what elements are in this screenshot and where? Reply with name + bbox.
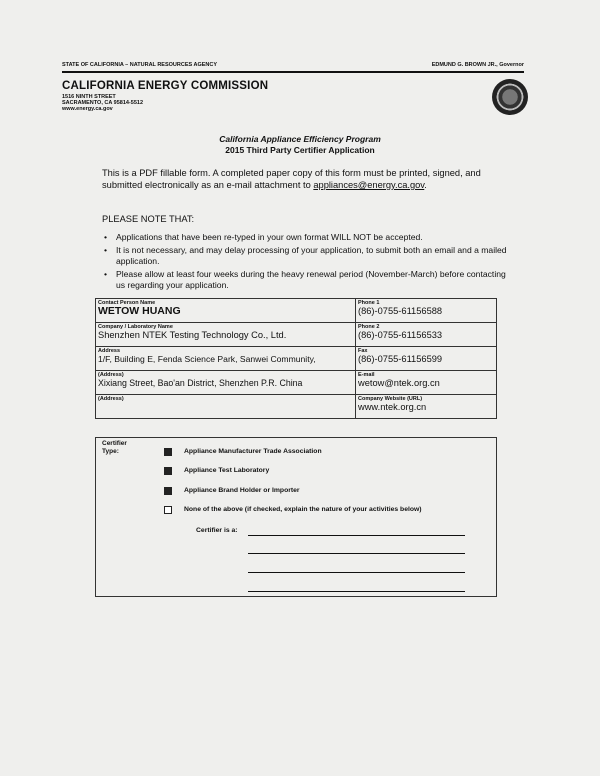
company-value: Shenzhen NTEK Testing Technology Co., Ltd. bbox=[98, 330, 287, 340]
intro-text: This is a PDF fillable form. A completed paper copy of this form must be printed, signed, and submitted electronically as an e-mail attachment to bbox=[102, 168, 481, 190]
explanation-line-2[interactable] bbox=[248, 553, 465, 554]
notes-list bbox=[102, 232, 511, 293]
program-title: California Appliance Efficiency Program bbox=[219, 134, 381, 144]
certifier-type-section bbox=[95, 437, 497, 597]
field-label: Company Website (URL) bbox=[358, 396, 423, 402]
governor-label: EDMUND G. BROWN JR., Governor bbox=[431, 62, 524, 68]
table-row bbox=[96, 323, 497, 347]
certifier-type-label-line2: Type: bbox=[102, 448, 119, 455]
field-label: Company / Laboratory Name bbox=[98, 324, 173, 330]
field-label: Phone 1 bbox=[358, 300, 380, 306]
contact-person-field[interactable] bbox=[96, 299, 356, 323]
phone2-field[interactable] bbox=[356, 323, 497, 347]
list-item: • It is not necessary, and may delay processing of your application, to submit both an email and a mailed application. bbox=[116, 245, 511, 267]
explanation-line-1[interactable] bbox=[248, 535, 465, 536]
field-label: Contact Person Name bbox=[98, 300, 156, 306]
fax-field[interactable] bbox=[356, 347, 497, 371]
state-agency-label: STATE OF CALIFORNIA – NATURAL RESOURCES AGENCY bbox=[62, 62, 218, 68]
address-field[interactable] bbox=[96, 347, 356, 371]
certifier-type-label-line1: Certifier bbox=[102, 440, 127, 447]
table-row bbox=[96, 347, 497, 371]
email-value: wetow@ntek.org.cn bbox=[358, 378, 440, 388]
explanation-line-3[interactable] bbox=[248, 572, 465, 573]
field-label: Fax bbox=[358, 348, 368, 354]
field-label: E-mail bbox=[358, 372, 375, 378]
option-label: Appliance Test Laboratory bbox=[184, 467, 270, 474]
table-row bbox=[96, 371, 497, 395]
company-field[interactable] bbox=[96, 323, 356, 347]
email-field[interactable] bbox=[356, 371, 497, 395]
state-seal-icon bbox=[492, 79, 528, 115]
test-laboratory-checkbox[interactable] bbox=[164, 467, 172, 475]
brand-holder-checkbox[interactable] bbox=[164, 487, 172, 495]
phone2-value: (86)-0755-61156533 bbox=[358, 330, 443, 340]
list-item: • Please allow at least four weeks during the heavy renewal period (November-March) before contacting us regarding your application. bbox=[116, 269, 511, 291]
address2-field[interactable] bbox=[96, 371, 356, 395]
phone1-field[interactable] bbox=[356, 299, 497, 323]
contact-person-value: WETOW HUANG bbox=[98, 305, 181, 317]
commission-address bbox=[62, 94, 143, 112]
address3-field[interactable] bbox=[96, 395, 356, 419]
field-label: (Address) bbox=[98, 396, 124, 402]
list-item: • Applications that have been re-typed in your own format WILL NOT be accepted. bbox=[116, 232, 511, 243]
address-value: 1/F, Building E, Fenda Science Park, Sanwei Community, bbox=[98, 354, 316, 364]
option-label: Appliance Manufacturer Trade Association bbox=[184, 448, 322, 455]
none-of-above-checkbox[interactable] bbox=[164, 506, 172, 514]
trade-association-checkbox[interactable] bbox=[164, 448, 172, 456]
contact-info-table bbox=[95, 298, 497, 419]
field-label: Address bbox=[98, 348, 121, 354]
intro-period: . bbox=[424, 180, 427, 190]
table-row bbox=[96, 395, 497, 419]
submission-email-link[interactable]: appliances@energy.ca.gov bbox=[313, 180, 425, 190]
application-title: 2015 Third Party Certifier Application bbox=[225, 145, 375, 155]
explanation-line-4[interactable] bbox=[248, 591, 465, 592]
phone1-value: (86)-0755-61156588 bbox=[358, 306, 443, 316]
option-label: Appliance Brand Holder or Importer bbox=[184, 487, 300, 494]
top-header-bar bbox=[62, 62, 524, 73]
address-street: 1516 NINTH STREET bbox=[62, 94, 116, 100]
website-field[interactable] bbox=[356, 395, 497, 419]
field-label: (Address) bbox=[98, 372, 124, 378]
commission-website: www.energy.ca.gov bbox=[62, 106, 113, 112]
address-city: SACRAMENTO, CA 95814-5512 bbox=[62, 100, 144, 106]
certifier-type-label bbox=[102, 440, 127, 456]
option-label: None of the above (if checked, explain the nature of your activities below) bbox=[184, 506, 422, 513]
address2-value: Xixiang Street, Bao'an District, Shenzhen P.R. China bbox=[98, 378, 303, 388]
fax-value: (86)-0755-61156599 bbox=[358, 354, 443, 364]
note-heading: PLEASE NOTE THAT: bbox=[102, 214, 195, 224]
field-label: Phone 2 bbox=[358, 324, 380, 330]
intro-paragraph bbox=[102, 167, 482, 191]
certifier-is-label: Certifier is a: bbox=[196, 527, 238, 534]
website-value: www.ntek.org.cn bbox=[358, 402, 427, 412]
table-row bbox=[96, 299, 497, 323]
commission-name: CALIFORNIA ENERGY COMMISSION bbox=[62, 80, 269, 92]
